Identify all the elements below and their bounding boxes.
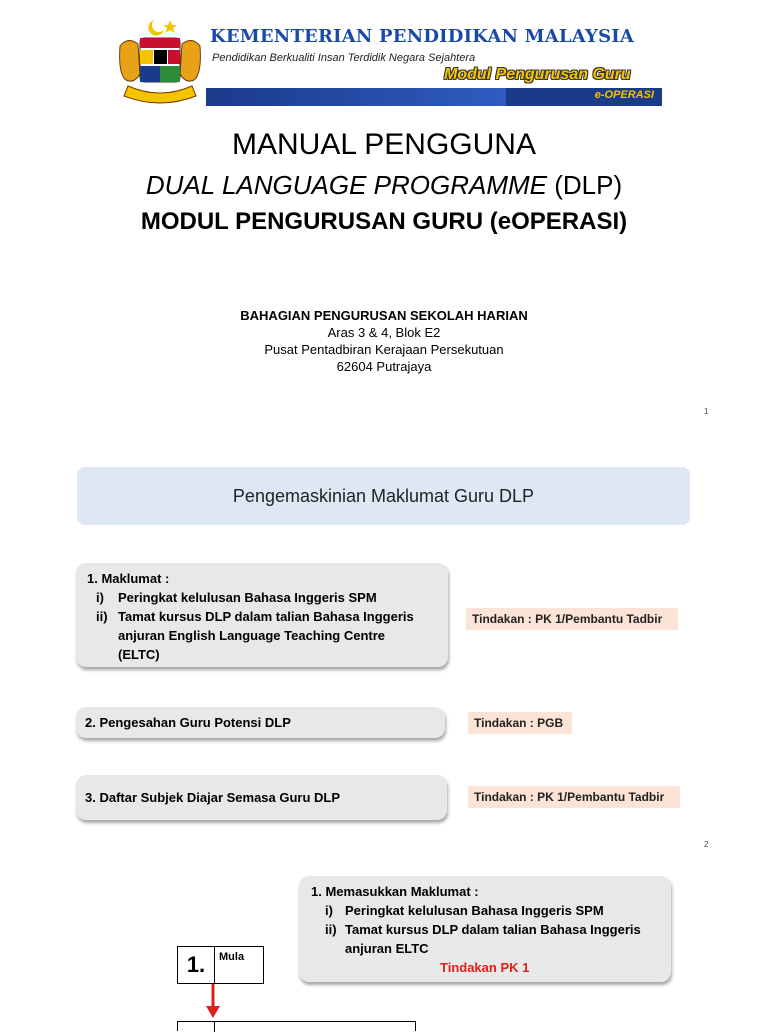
address-line-2: Pusat Pentadbiran Kerajaan Persekutuan <box>264 342 504 357</box>
step-1-item-2-cont2: (ELTC) <box>118 647 160 662</box>
flow-step-label: Mula <box>219 951 245 963</box>
manual-title: MANUAL PENGGUNA <box>232 128 536 161</box>
flow-arrow-icon <box>204 984 224 1020</box>
step-1-heading: 1. Maklumat : <box>87 571 170 586</box>
input-info-item-2: ii) Tamat kursus DLP dalam talian Bahasa Inggeris <box>325 922 641 937</box>
step-1-item-1: i) Peringkat kelulusan Bahasa Inggeris SPM <box>96 590 377 605</box>
step-3-action: Tindakan : PK 1/Pembantu Tadbir <box>468 786 680 808</box>
step-2-heading: 2. Pengesahan Guru Potensi DLP <box>85 715 291 730</box>
flow-next-box <box>177 1021 416 1031</box>
input-info-item-1: i) Peringkat kelulusan Bahasa Inggeris SPM <box>325 903 604 918</box>
flow-step-number: 1. <box>178 947 215 983</box>
page-number: 1 <box>704 407 709 416</box>
step-1-item-2-cont: anjuran English Language Teaching Centre <box>118 628 386 643</box>
ministry-banner <box>106 14 662 106</box>
ministry-name: KEMENTERIAN PENDIDIKAN MALAYSIA <box>210 26 635 47</box>
malaysia-coat-of-arms-icon <box>114 16 206 104</box>
step-1-item-2: ii) Tamat kursus DLP dalam talian Bahasa Inggeris <box>96 609 414 624</box>
division-name: BAHAGIAN PENGURUSAN SEKOLAH HARIAN <box>240 308 528 323</box>
page-number: 2 <box>704 840 709 849</box>
module-title: MODUL PENGURUSAN GURU (eOPERASI) <box>140 208 628 235</box>
input-info-item-2-cont: anjuran ELTC <box>345 941 429 956</box>
step-3-box <box>76 775 447 820</box>
step-1-box <box>76 563 448 667</box>
system-label: e-OPERASI <box>594 89 654 101</box>
address-line-1: Aras 3 & 4, Blok E2 <box>327 325 441 340</box>
module-label: Modul Pengurusan Guru <box>444 66 631 83</box>
programme-abbrev: (DLP) <box>547 170 623 200</box>
input-info-action: Tindakan PK 1 <box>440 960 530 975</box>
step-1-action: Tindakan : PK 1/Pembantu Tadbir <box>466 608 678 630</box>
step-2-action: Tindakan : PGB <box>468 712 572 734</box>
address-line-3: 62604 Putrajaya <box>336 359 432 374</box>
flow-start-box <box>177 946 264 984</box>
section-title: Pengemaskinian Maklumat Guru DLP <box>77 467 690 525</box>
programme-name: DUAL LANGUAGE PROGRAMME <box>145 170 548 200</box>
input-info-box <box>299 876 671 982</box>
input-info-heading: 1. Memasukkan Maklumat : <box>311 884 479 899</box>
programme-title <box>0 170 768 201</box>
banner-bar <box>206 88 662 106</box>
step-3-heading: 3. Daftar Subjek Diajar Semasa Guru DLP <box>85 790 341 805</box>
ministry-tagline: Pendidikan Berkualiti Insan Terdidik Negara Sejahtera <box>212 52 476 64</box>
step-2-box <box>76 707 445 738</box>
